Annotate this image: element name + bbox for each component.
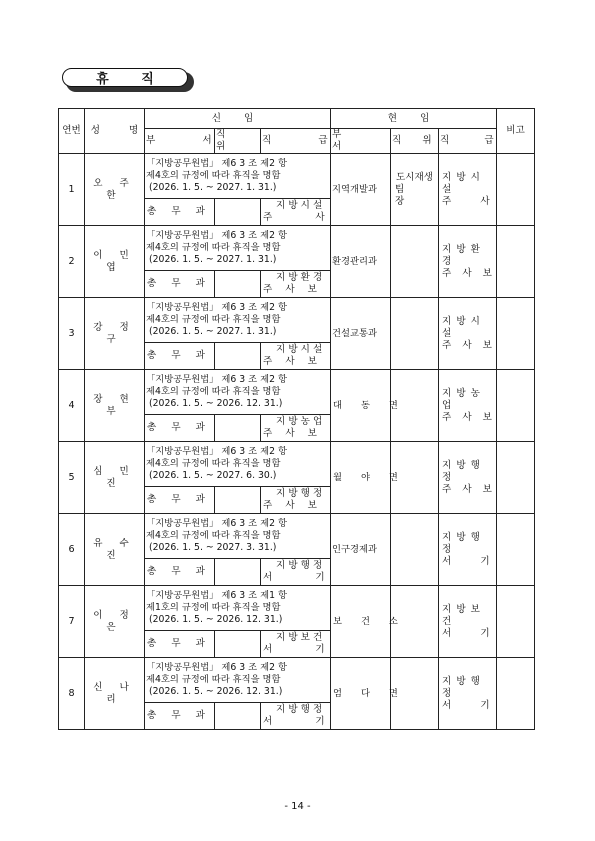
- leave-basis: [145, 370, 331, 415]
- new-department: 총 무 과: [145, 415, 215, 442]
- new-rank: [261, 487, 331, 514]
- new-rank-line: 지 방 농 업: [276, 416, 323, 427]
- current-rank: [439, 442, 497, 514]
- new-rank-line: 서 기: [263, 572, 325, 583]
- row-number: 6: [59, 514, 85, 586]
- leave-basis-line: (2026. 1. 5. ~ 2027. 1. 31.): [149, 182, 277, 193]
- new-rank-line: 지 방 시 설: [276, 344, 323, 355]
- current-rank-line: 주 사 보: [442, 267, 492, 279]
- new-department: 총 무 과: [145, 487, 215, 514]
- current-department: 환경관리과: [331, 226, 391, 298]
- note-cell: [497, 514, 535, 586]
- new-department: 총 무 과: [145, 199, 215, 226]
- leave-basis-line: 제4호의 규정에 따라 휴직을 명함: [146, 314, 281, 325]
- leave-basis-line: (2026. 1. 5. ~ 2027. 6. 30.): [149, 470, 277, 481]
- page-title: 휴 직: [62, 68, 188, 87]
- row-number: 5: [59, 442, 85, 514]
- leave-basis-line: 제1호의 규정에 따라 휴직을 명함: [146, 602, 281, 613]
- table-row: [59, 370, 535, 415]
- header-cur-rank: [439, 129, 497, 154]
- leave-basis-line: 「지방공무원법」 제6 3 조 제2 항: [146, 446, 287, 457]
- current-rank: [439, 298, 497, 370]
- new-department: 총 무 과: [145, 631, 215, 658]
- new-rank-line: 주 사 보: [263, 356, 317, 367]
- leave-basis-line: 「지방공무원법」 제6 3 조 제2 항: [146, 302, 287, 313]
- employee-name: 이 정 은: [85, 586, 145, 658]
- current-rank-line: 지 방 행 정: [442, 531, 481, 555]
- leave-basis-line: (2026. 1. 5. ~ 2027. 1. 31.): [149, 254, 277, 265]
- page-number: - 14 -: [284, 801, 311, 812]
- table-row: [59, 586, 535, 631]
- header-cur-dept-text: 부 서: [332, 129, 342, 152]
- new-rank: [261, 271, 331, 298]
- current-rank-line: 서 기: [442, 627, 490, 639]
- new-rank-line: 주 사 보: [263, 428, 317, 439]
- current-rank-line: 서 기: [442, 699, 490, 711]
- leave-basis: [145, 154, 331, 199]
- current-rank: [439, 154, 497, 226]
- header-cur-rank-text: 직 급: [440, 135, 494, 146]
- leave-basis-line: (2026. 1. 5. ~ 2026. 12. 31.): [149, 398, 283, 409]
- section-title-badge: [62, 68, 196, 94]
- header-new-rank: [261, 129, 331, 154]
- current-rank-line: 지 방 시 설: [442, 171, 481, 195]
- current-department: 건설교통과: [331, 298, 391, 370]
- row-number: 8: [59, 658, 85, 730]
- leave-basis-line: 「지방공무원법」 제6 3 조 제2 항: [146, 158, 287, 169]
- current-position: [391, 154, 439, 226]
- current-rank-line: 서 기: [442, 555, 490, 567]
- leave-basis: [145, 658, 331, 703]
- current-rank: [439, 370, 497, 442]
- current-department: 월 야 면: [331, 442, 391, 514]
- new-rank-line: 지 방 행 정: [276, 560, 323, 571]
- current-rank: [439, 514, 497, 586]
- new-rank-line: 서 기: [263, 716, 325, 727]
- new-position: [215, 199, 261, 226]
- new-department: 총 무 과: [145, 271, 215, 298]
- current-department: 지역개발과: [331, 154, 391, 226]
- employee-name: 강 정 구: [85, 298, 145, 370]
- new-rank-line: 주 사: [263, 212, 325, 223]
- header-cur-position-text: 직 위: [392, 135, 432, 146]
- current-department: 엄 다 면: [331, 658, 391, 730]
- employee-name: 이 민 엽: [85, 226, 145, 298]
- header-note: 비고: [497, 109, 535, 154]
- header-name: [85, 109, 145, 154]
- leave-basis-line: 「지방공무원법」 제6 3 조 제1 항: [146, 590, 287, 601]
- table-row: [59, 154, 535, 199]
- header-new-position: [215, 129, 261, 154]
- leave-basis: [145, 586, 331, 631]
- current-department: 인구경제과: [331, 514, 391, 586]
- new-rank: [261, 703, 331, 730]
- current-rank-line: 지 방 보 건: [442, 603, 481, 627]
- new-rank-line: 지 방 보 건: [276, 632, 323, 643]
- note-cell: [497, 442, 535, 514]
- header-new-dept-text: 부 서: [146, 135, 212, 146]
- current-rank-line: 지 방 시 설: [442, 315, 481, 339]
- current-position-line: 팀 장: [395, 183, 405, 207]
- new-rank: [261, 559, 331, 586]
- table-row: [59, 658, 535, 703]
- row-number: 1: [59, 154, 85, 226]
- current-position: [391, 226, 439, 298]
- current-rank-line: 주 사 보: [442, 483, 492, 495]
- new-position: [215, 487, 261, 514]
- new-rank-line: 지 방 환 경: [276, 272, 323, 283]
- leave-of-absence-table: [58, 108, 535, 730]
- new-rank-line: 주 사 보: [263, 500, 317, 511]
- table-row: [59, 514, 535, 559]
- note-cell: [497, 298, 535, 370]
- new-position: [215, 631, 261, 658]
- current-position: [391, 514, 439, 586]
- table-row: [59, 226, 535, 271]
- note-cell: [497, 226, 535, 298]
- note-cell: [497, 370, 535, 442]
- leave-basis-line: 제4호의 규정에 따라 휴직을 명함: [146, 674, 281, 685]
- new-position: [215, 703, 261, 730]
- current-rank-line: 주 사: [442, 195, 490, 207]
- new-department: 총 무 과: [145, 559, 215, 586]
- new-position: [215, 559, 261, 586]
- current-department: 대 동 면: [331, 370, 391, 442]
- leave-basis-line: (2026. 1. 5. ~ 2027. 3. 31.): [149, 542, 277, 553]
- current-rank: [439, 658, 497, 730]
- header-name-text: 성 명: [90, 125, 139, 136]
- current-department: 보 건 소: [331, 586, 391, 658]
- new-rank: [261, 631, 331, 658]
- row-number: 3: [59, 298, 85, 370]
- leave-basis: [145, 298, 331, 343]
- current-rank-line: 주 사 보: [442, 411, 492, 423]
- header-current-group: 현 임: [331, 109, 497, 129]
- current-rank: [439, 586, 497, 658]
- header-new-group: 신 임: [145, 109, 331, 129]
- leave-basis: [145, 442, 331, 487]
- note-cell: [497, 154, 535, 226]
- note-cell: [497, 658, 535, 730]
- leave-basis-line: 「지방공무원법」 제6 3 조 제2 항: [146, 230, 287, 241]
- table-row: [59, 442, 535, 487]
- current-rank-line: 지 방 환 경: [442, 243, 481, 267]
- table-row: [59, 298, 535, 343]
- leave-basis-line: 제4호의 규정에 따라 휴직을 명함: [146, 458, 281, 469]
- header-cur-position: [391, 129, 439, 154]
- new-rank: [261, 415, 331, 442]
- header-no: 연번: [59, 109, 85, 154]
- employee-name: 장 현 부: [85, 370, 145, 442]
- new-rank-line: 주 사 보: [263, 284, 317, 295]
- leave-basis-line: 제4호의 규정에 따라 휴직을 명함: [146, 386, 281, 397]
- row-number: 4: [59, 370, 85, 442]
- current-rank-line: 지 방 농 업: [442, 387, 481, 411]
- header-new-dept: [145, 129, 215, 154]
- leave-basis-line: 제4호의 규정에 따라 휴직을 명함: [146, 170, 281, 181]
- employee-name: 유 수 진: [85, 514, 145, 586]
- new-rank-line: 서 기: [263, 644, 325, 655]
- leave-basis-line: (2026. 1. 5. ~ 2026. 12. 31.): [149, 614, 283, 625]
- new-department: 총 무 과: [145, 343, 215, 370]
- employee-name: 오 주 한: [85, 154, 145, 226]
- row-number: 7: [59, 586, 85, 658]
- leave-basis-line: 「지방공무원법」 제6 3 조 제2 항: [146, 374, 287, 385]
- current-position-line: 도시재생: [395, 171, 434, 183]
- leave-basis: [145, 514, 331, 559]
- current-rank-line: 지 방 행 정: [442, 459, 481, 483]
- employee-name: 심 민 진: [85, 442, 145, 514]
- header-new-position-text: 직 위: [216, 129, 226, 152]
- leave-basis-line: 「지방공무원법」 제6 3 조 제2 항: [146, 518, 287, 529]
- new-position: [215, 343, 261, 370]
- leave-basis-line: (2026. 1. 5. ~ 2027. 1. 31.): [149, 326, 277, 337]
- row-number: 2: [59, 226, 85, 298]
- employee-name: 신 나 리: [85, 658, 145, 730]
- header-cur-dept: [331, 129, 391, 154]
- new-rank-line: 지 방 행 정: [276, 488, 323, 499]
- note-cell: [497, 586, 535, 658]
- current-rank: [439, 226, 497, 298]
- leave-basis-line: 「지방공무원법」 제6 3 조 제2 항: [146, 662, 287, 673]
- new-rank-line: 지 방 시 설: [276, 200, 323, 211]
- new-position: [215, 415, 261, 442]
- table-body: [59, 154, 535, 730]
- leave-basis-line: 제4호의 규정에 따라 휴직을 명함: [146, 242, 281, 253]
- leave-basis-line: 제4호의 규정에 따라 휴직을 명함: [146, 530, 281, 541]
- leave-basis: [145, 226, 331, 271]
- header-new-rank-text: 직 급: [262, 135, 328, 146]
- leave-basis-line: (2026. 1. 5. ~ 2026. 12. 31.): [149, 686, 283, 697]
- new-position: [215, 271, 261, 298]
- current-rank-line: 지 방 행 정: [442, 675, 481, 699]
- new-rank: [261, 199, 331, 226]
- new-rank-line: 지 방 행 정: [276, 704, 323, 715]
- current-position: [391, 298, 439, 370]
- new-department: 총 무 과: [145, 703, 215, 730]
- current-rank-line: 주 사 보: [442, 339, 492, 351]
- new-rank: [261, 343, 331, 370]
